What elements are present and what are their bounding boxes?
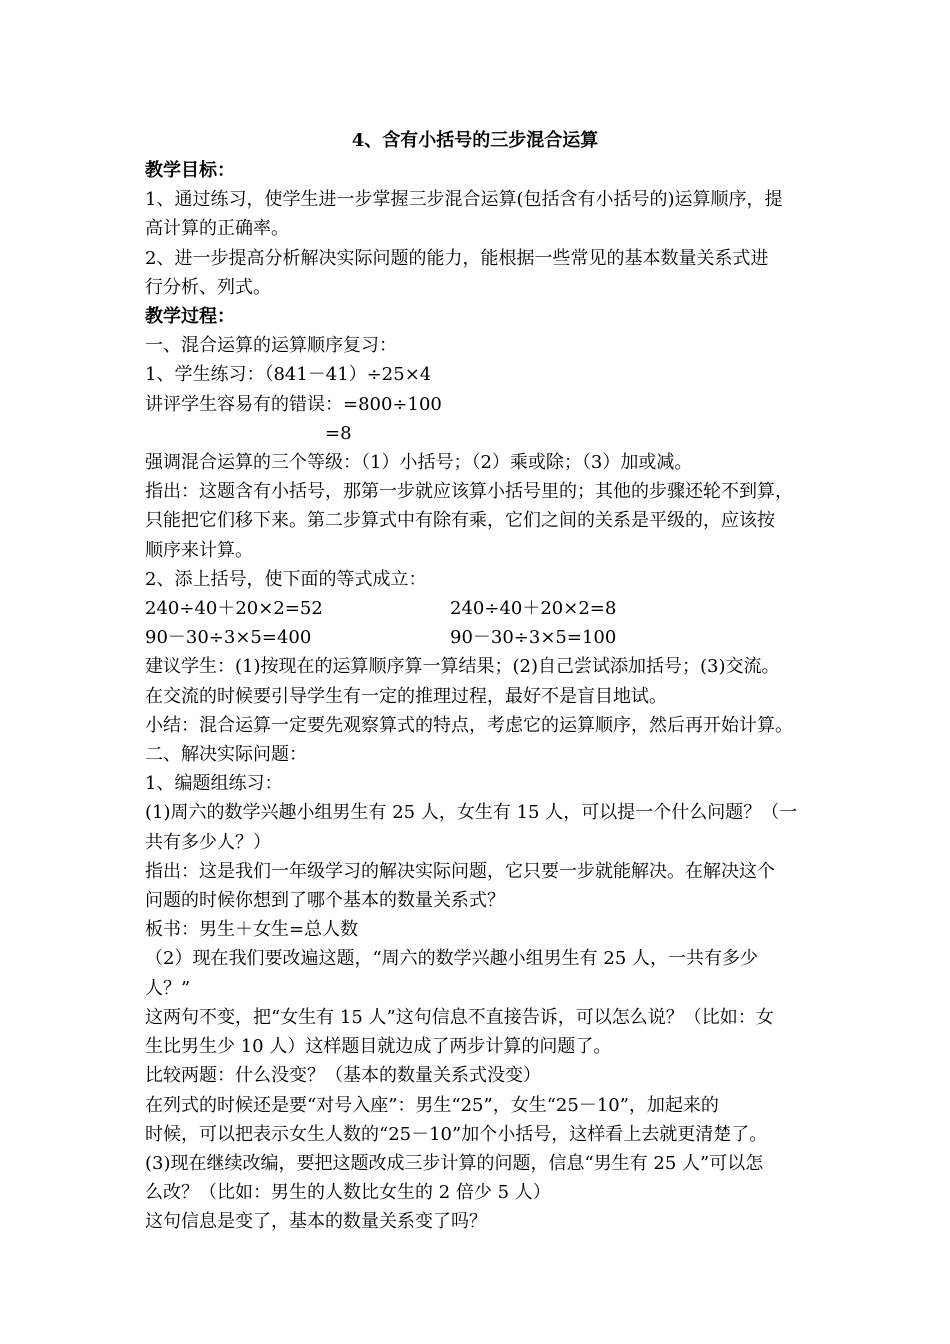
- text-line: 指出：这是我们一年级学习的解决实际问题，它只要一步就能解决。在解决这个: [145, 860, 775, 882]
- equation-left: 240÷40＋20×2=52: [145, 598, 323, 620]
- equation-right: 90－30÷3×5=100: [450, 627, 617, 649]
- text-line: 时候，可以把表示女生人数的“25－10”加个小括号，这样看上去就更清楚了。: [145, 1123, 768, 1145]
- text-line: 建议学生：(1)按现在的运算顺序算一算结果；(2)自己尝试添加括号；(3)交流。: [145, 656, 780, 678]
- text-line: （2）现在我们要改遍这题，“周六的数学兴趣小组男生有 25 人，一共有多少: [145, 948, 758, 970]
- text-line: 在列式的时候还是要“对号入座”：男生“25”，女生“25－10”，加起来的: [145, 1094, 719, 1116]
- text-line: 么改？（比如：男生的人数比女生的 2 倍少 5 人）: [145, 1182, 551, 1204]
- text-line: 讲评学生容易有的错误：=800÷100: [145, 393, 442, 415]
- text-line: 1、编题组练习：: [145, 773, 283, 795]
- text-line: 行分析、列式。: [145, 276, 271, 298]
- text-line: 1、学生练习：（841－41）÷25×4: [145, 364, 432, 386]
- text-line: 比较两题：什么没变？（基本的数量关系式没变）: [145, 1065, 541, 1087]
- text-line: 强调混合运算的三个等级：（1）小括号；（2）乘或除；（3）加或减。: [145, 452, 693, 474]
- text-line: 2、添上括号，使下面的等式成立：: [145, 568, 427, 590]
- equation-row: [145, 623, 810, 652]
- text-line: (1)周六的数学兴趣小组男生有 25 人，女生有 15 人，可以提一个什么问题？（一: [145, 802, 798, 824]
- text-line: 问题的时候你想到了哪个基本的数量关系式？: [145, 890, 505, 912]
- text-line: 只能把它们移下来。第二步算式中有除有乘，它们之间的关系是平级的，应该按: [145, 510, 775, 532]
- equation-row: [145, 594, 810, 623]
- text-line: 在交流的时候要引导学生有一定的推理过程，最好不是盲目地试。: [145, 685, 667, 707]
- text-line: 一、混合运算的运算顺序复习：: [145, 335, 397, 357]
- text-line: 1、通过练习，使学生进一步掌握三步混合运算(包括含有小括号的)运算顺序，提: [145, 189, 783, 211]
- text-line: 人？”: [145, 977, 191, 999]
- section-heading-goals: 教学目标：: [145, 160, 235, 181]
- text-line: (3)现在继续改编，要把这题改成三步计算的问题，信息“男生有 25 人”可以怎: [145, 1152, 764, 1174]
- equation-left: 90－30÷3×5=400: [145, 627, 312, 649]
- text-line: 这句信息是变了，基本的数量关系变了吗？: [145, 1211, 487, 1233]
- equation-right: 240÷40＋20×2=8: [450, 598, 617, 620]
- text-line: 2、进一步提高分析解决实际问题的能力，能根据一些常见的基本数量关系式进: [145, 247, 769, 269]
- text-line: 这两句不变，把“女生有 15 人”这句信息不直接告诉，可以怎么说？（比如：女: [145, 1006, 774, 1028]
- text-line: 顺序来计算。: [145, 539, 253, 561]
- text-line: 二、解决实际问题：: [145, 744, 307, 766]
- text-line: 生比男生少 10 人）这样题目就边成了两步计算的问题了。: [145, 1036, 612, 1058]
- text-line: 指出：这题含有小括号，那第一步就应该算小括号里的；其他的步骤还轮不到算，: [145, 481, 793, 503]
- text-line: =8: [325, 422, 352, 444]
- text-line: 小结：混合运算一定要先观察算式的特点，考虑它的运算顺序，然后再开始计算。: [145, 714, 793, 736]
- document-body: [145, 156, 810, 1237]
- text-line: 高计算的正确率。: [145, 218, 289, 240]
- section-heading-process: 教学过程：: [145, 306, 235, 328]
- document-title: 4、含有小括号的三步混合运算: [351, 130, 599, 151]
- text-line: 板书：男生＋女生=总人数: [145, 919, 359, 941]
- text-line: 共有多少人？）: [145, 831, 271, 853]
